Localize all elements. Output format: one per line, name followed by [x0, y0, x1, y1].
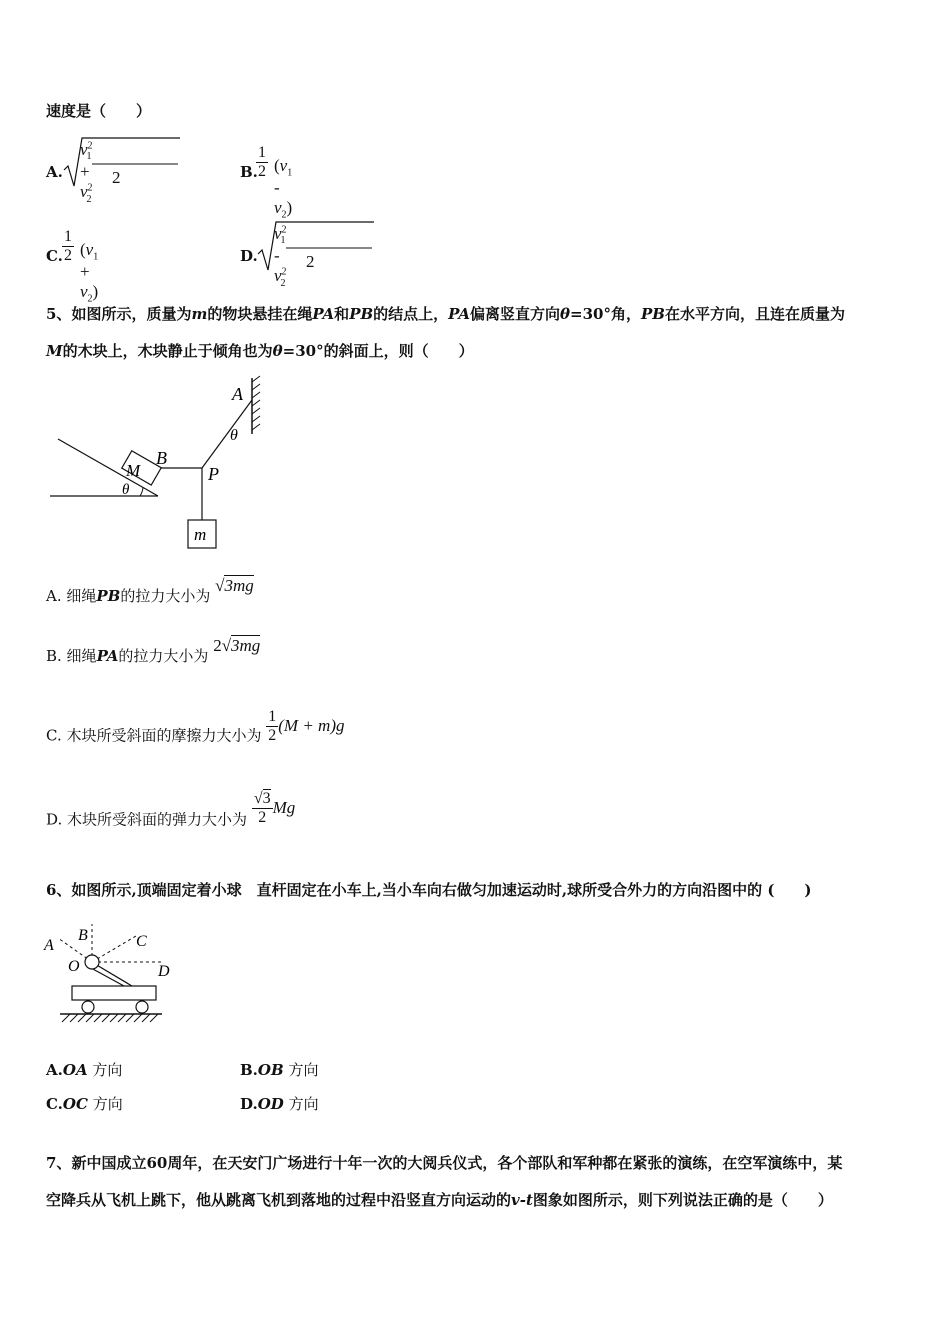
label-theta-top: θ: [230, 427, 238, 444]
label-p: P: [208, 464, 219, 484]
label-b: B: [78, 927, 88, 944]
q6-option-c[interactable]: C.OC 方向: [46, 1095, 123, 1113]
q7-stem-line1: 7、新中国成立60周年，在天安门广场进行十年一次的大阅兵仪式，各个部队和军种都在紧张的演练，在空军演练中，某: [46, 1154, 843, 1172]
q5-option-a[interactable]: A. 细绳PB的拉力大小为 √3mg: [46, 576, 254, 605]
q6-stem: 6、如图所示,顶端固定着小球 直杆固定在小车上,当小车向右做匀加速运动时,球所受合外力的方向沿图中的 ( ): [46, 881, 812, 899]
rod-line-2: [91, 968, 124, 986]
q7-stem-line2: 空降兵从飞机上跳下，他从跳离飞机到落地的过程中沿竖直方向运动的v-t图象如图所示，则下列说法正确的是（ ）: [46, 1191, 833, 1209]
q5-option-d[interactable]: D. 木块所受斜面的弹力大小为 $\frac{√3}{2}$ Mg: [46, 790, 296, 829]
q4-option-c-label: C.: [46, 247, 63, 265]
q5-option-c[interactable]: C. 木块所受斜面的摩擦力大小为 $\frac{1}{2}$ (M + m)g: [46, 708, 345, 745]
q5-option-b[interactable]: B. 细绳PA的拉力大小为 2√3mg: [46, 636, 261, 665]
q6-option-b[interactable]: B.OB 方向: [240, 1061, 319, 1079]
q6-figure: [40, 918, 170, 1028]
label-c: C: [136, 933, 147, 950]
label-theta-bottom: θ: [122, 482, 130, 498]
q4-option-a-label: A.: [46, 163, 63, 181]
q5-stem-line1: 5、如图所示，质量为m的物块悬挂在绳PA和PB的结点上，PA偏离竖直方向θ=30°角，PB在水平方向，且连在质量为: [46, 305, 845, 323]
line-oc: [92, 936, 136, 962]
label-a: A: [232, 384, 243, 404]
q5-stem-line2: M的木块上，木块静止于倾角也为θ=30°的斜面上，则（ ）: [46, 342, 474, 360]
q4-option-d-label: D.: [240, 247, 258, 265]
wheel-left-icon: [82, 1001, 94, 1013]
label-big-m: M: [126, 461, 141, 480]
label-small-m: m: [194, 525, 207, 544]
q6-option-a[interactable]: A.OA 方向: [46, 1061, 123, 1079]
label-b: B: [156, 448, 167, 468]
q4-stem-tail: 速度是（ ）: [46, 102, 152, 120]
rope-pa: [202, 400, 252, 468]
cart-body: [72, 986, 156, 1000]
ball-icon: [85, 955, 99, 969]
label-d: D: [158, 963, 170, 980]
label-a: A: [44, 937, 54, 954]
q6-option-d[interactable]: D.OD 方向: [240, 1095, 319, 1113]
label-o: O: [68, 958, 80, 975]
wall-hatch: [252, 376, 260, 430]
q5-figure: [40, 370, 280, 560]
rod-line-1: [95, 964, 132, 986]
q4-option-b-label: B.: [240, 163, 258, 181]
wheel-right-icon: [136, 1001, 148, 1013]
ground-hatch: [62, 1014, 158, 1022]
